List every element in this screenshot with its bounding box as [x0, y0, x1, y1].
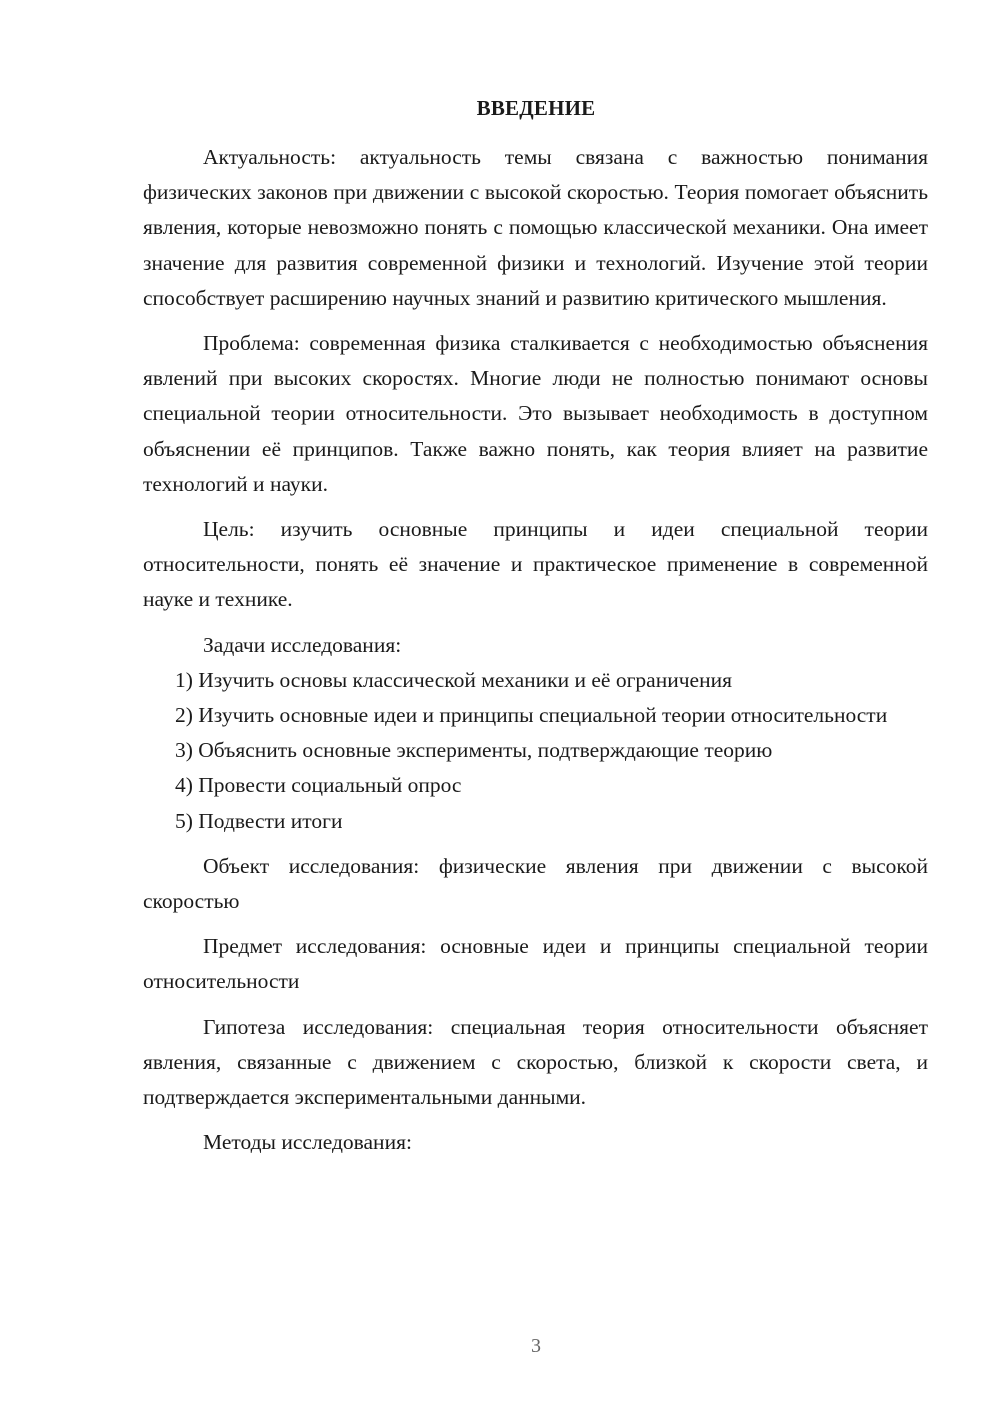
- tasks-heading: Задачи исследования:: [203, 632, 402, 657]
- page-number: 3: [531, 1335, 541, 1357]
- paragraph-hypothesis: Гипотеза исследования: специальная теория относительности объясняет явления, связанные с движением с скоростью, близкой к скорости света, и подтверждается экспериментальными данными.: [143, 1014, 928, 1110]
- paragraph-goal: Цель: изучить основные принципы и идеи специальной теории относительности, понять её значение и практическое применение в современной науке и технике.: [143, 517, 928, 612]
- paragraph-object: Объект исследования: физические явления при движении с высокой скоростью: [143, 853, 928, 914]
- document-body: [143, 140, 928, 1160]
- paragraph-problem: Проблема: современная физика сталкивается с необходимостью объяснения явлений при высоких скоростях. Многие люди не полностью понимают основы специальной теории относительности. Это вызывает необходимость в доступном объяснении её принципов. Также важно понять, как теория влияет на развитие технологий и науки.: [143, 331, 928, 496]
- paragraph-relevance: Актуальность: актуальность темы связана с важностью понимания физических законов при движении с высокой скоростью. Теория помогает объяснить явления, которые невозможно понять с помощью классической механики. Она имеет значение для развития современной физики и технологий. Изучение этой теории способствует расширению научных знаний и развитию критического мышления.: [143, 145, 928, 310]
- list-item-task-4: 4) Провести социальный опрос: [175, 773, 462, 798]
- list-item-task-1: 1) Изучить основы классической механики и её ограничения: [175, 667, 732, 692]
- paragraph-subject: Предмет исследования: основные идеи и принципы специальной теории относительности: [143, 934, 928, 994]
- section-title: ВВЕДЕНИЕ: [476, 96, 596, 120]
- paragraph-methods: Методы исследования:: [203, 1130, 412, 1155]
- list-item-task-3: 3) Объяснить основные эксперименты, подтверждающие теорию: [175, 738, 773, 763]
- list-item-task-5: 5) Подвести итоги: [175, 808, 343, 833]
- list-item-task-2: 2) Изучить основные идеи и принципы специальной теории относительности: [175, 703, 888, 728]
